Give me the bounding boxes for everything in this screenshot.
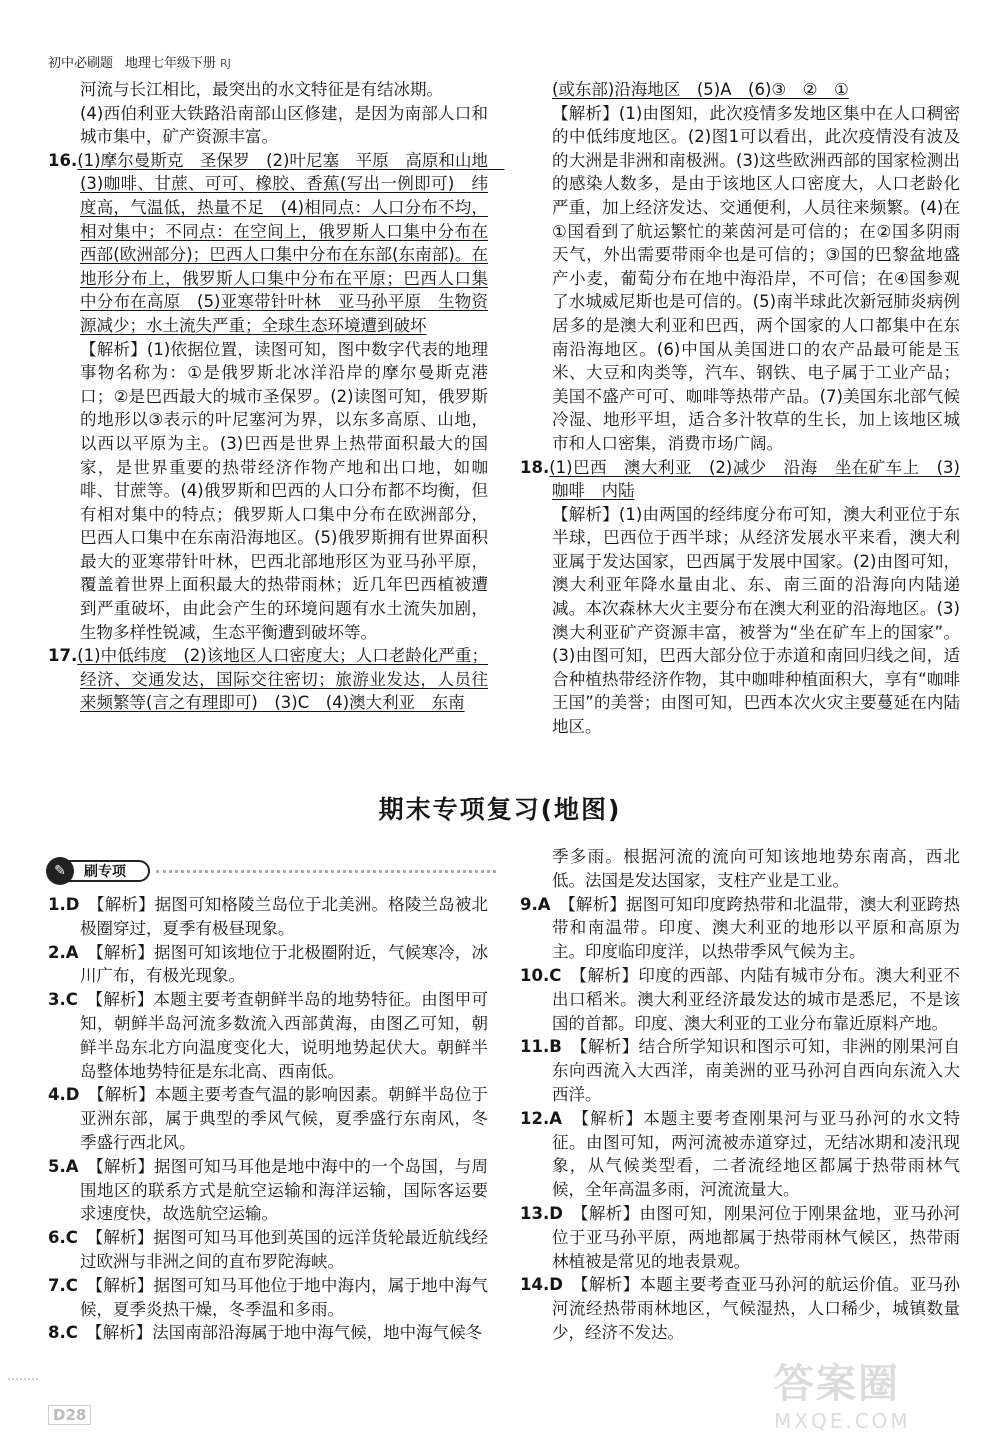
explanation-text: 【解析】本题主要考查刚果河与亚马孙河的水文特征。由图可知，两河流被赤道穿过，无结冰期和凌汛现象，从气候类型看，二者流经地区都属于热带雨林气候，全年高温多雨，河流流量大。 [552,1108,961,1200]
page-header [48,52,231,71]
answer-choice: A [549,1108,581,1128]
header-series: 初中必刷题 [48,56,114,71]
explanation-text: 【解析】本题主要考查朝鲜半岛的地势特征。由图甲可知，朝鲜半岛河流多数流入西部黄海，由图乙可知，朝鲜半岛东北方向温度变化大，说明地势起伏大。朝鲜半岛整体地势特征是东北高、西南低。 [80,990,489,1081]
answer-item [520,1273,960,1344]
answer-text: (或东部)沿海地区 (5)A (6)③ ② ① [552,80,849,99]
left-question [48,149,505,338]
section-badge [46,857,150,883]
answer-text: (1)巴西 澳大利亚 (2)减少 沿海 坐在矿车上 (3)咖啡 内陆 [549,457,960,501]
answer-choice: B [549,1037,580,1057]
answer-choice: D [549,1203,581,1223]
answer-item [48,1083,488,1154]
right-question [520,456,960,503]
answer-text: (1)摩尔曼斯克 圣保罗 (2)叶尼塞 平原 高原和山地 (3)咖啡、甘蔗、可可、橡胶、香蕉(写出一例即可) 纬度高，气温低，热量不足 (4)相同点：人口分布不均，相对集中；不同点：在空间上，俄罗斯人口集中分布在西部(欧洲部分)；巴西人口集中分布在东部(东南部)。在地形分布上，俄罗斯人口集中分布在平原；巴西人口集中分布在高原 (5)亚寒带针叶林 亚马孙平原 生物资源减少；水土流失严重；全球生态环境遭到破坏 [77,150,505,335]
question-number: 9. [520,894,538,914]
answer-item [48,1226,488,1274]
answer-item [520,1035,960,1106]
answer-choice: A [65,1156,96,1176]
question-number: 8. [48,1323,66,1343]
right-explanation: 【解析】(1)由两国的经纬度分布可知，澳大利亚位于东半球，巴西位于西半球；从经济发展水平来看，澳大利亚属于发达国家，巴西属于发展中国家。(2)由图可知，澳大利亚年降水量由北、东、南三面的沿海向内陆递减。本次森林大火主要分布在澳大利亚的沿海地区。(3)澳大利亚矿产资源丰富，被誉为“坐在矿车上的国家”。(3)由图可知，巴西大部分位于赤道和南回归线之间，适合种植热带经济作物，其中咖啡种植面积大，享有“咖啡王国”的美誉；由图可知，巴西本次火灾主要蔓延在内陆地区。 [552,504,960,737]
answer-item [520,1107,960,1202]
answer-item [48,1155,488,1226]
right-bottom-column [520,845,960,1345]
explanation-text: 【解析】据图可知格陵兰岛位于北美洲。格陵兰岛被北极圈穿过，夏季有极昼现象。 [80,895,488,938]
question-number: 18. [520,457,550,477]
left-continuation: 河流与长江相比，最突出的水文特征是有结冰期。 [80,80,443,99]
explanation-text: 【解析】本题主要考查气温的影响因素。朝鲜半岛位于亚洲东部，属于典型的季风气候，夏季盛行东南风，冬季盛行西北风。 [80,1085,488,1152]
answer-item [48,941,488,989]
left-question [48,644,488,715]
answer-text: (1)中低纬度 (2)该地区人口密度大；人口老龄化严重；经济、交通发达，国际交往密切；旅游业发达，人员往来频繁等(言之有理即可) (3)C (4)澳大利亚 东南 [77,646,488,713]
question-number: 14. [520,1275,550,1295]
right-explanation: 【解析】(1)由图知，此次疫情多发地区集中在人口稠密的中低纬度地区。(2)图1可以看出，此次疫情没有波及的大洲是非洲和南极洲。(3)这些欧洲西部的国家检测出的感染人数多，是由于该地区人口密度大，人口老龄化严重，加上经济发达、交通便利，人员往来频繁。(4)在①国看到了航运繁忙的莱茵河是可信的；在②国多阴雨天气，外出需要带雨伞也是可信的；③国的巴黎盆地盛产小麦，葡萄分布在地中海沿岸，不可信；在④国参观了水城威尼斯也是可信的。(5)南半球此次新冠肺炎病例居多的是澳大利亚和巴西，两个国家的人口都集中在东南沿海地区。(6)中国从美国进口的农产品最可能是玉米、大豆和肉类等，汽车、钢铁、电子属于工业产品；美国不盛产可可、咖啡等热带产品。(7)美国东北部气候冷湿、地形平坦，适合多汁牧草的生长，加上该地区城市和人口密集，消费市场广阔。 [552,103,960,453]
header-edition: RJ [220,57,231,70]
question-number: 4. [48,1085,66,1105]
question-number: 1. [48,895,66,914]
watermark [774,1352,984,1432]
pencil-icon: ✎ [46,857,74,885]
left-bottom-column [48,893,488,1345]
answer-choice: C [65,990,95,1010]
dotted-divider [156,870,496,873]
answer-choice: A [537,894,568,914]
badge-label: 刷专项 [84,864,126,880]
answer-item [48,1274,488,1322]
explanation-text: 【解析】印度的西部、内陆有城市分布。澳大利亚不出口稻米。澳大利亚经济最发达的城市是悉尼，不是该国的首都。印度、澳大利亚的工业分布靠近原料产地。 [552,965,961,1033]
corner-dots [8,1378,38,1380]
answer-choice: A [65,942,96,962]
question-number: 6. [48,1228,66,1248]
explanation-text: 【解析】结合所学知识和图示可知，非洲的刚果河自东向西流入大西洋，南美洲的亚马孙河自西向东流入大西洋。 [552,1037,961,1104]
explanation-text: 【解析】据图可知马耳他到英国的远洋货轮最近航线经过欧洲与非洲之间的直布罗陀海峡。 [80,1228,489,1271]
watermark-url: MXQE.COM [774,1409,911,1433]
left-explanation: (4)西伯利亚大铁路沿南部山区修建，是因为南部人口和城市集中，矿产资源丰富。 [80,103,488,147]
answer-choice: D [549,1275,581,1295]
answer-continuation: 季多雨。根据河流的流向可知该地地势东南高，西北低。法国是发达国家，支柱产业是工业。 [552,847,960,890]
question-number: 12. [520,1108,550,1128]
explanation-text: 【解析】据图可知马耳他是地中海中的一个岛国，与周围地区的联系方式是航空运输和海洋运输，国际客运要求速度快，故选航空运输。 [80,1156,488,1224]
answer-item [48,988,488,1083]
right-continuation [520,78,960,102]
right-top-column [520,78,960,739]
answer-choice: D [65,895,97,914]
question-number: 3. [48,990,66,1010]
answer-choice: C [65,1275,95,1295]
answer-item [48,893,488,941]
left-top-column [48,78,505,715]
answer-item [520,964,960,1035]
answer-choice: D [65,1085,97,1105]
explanation-text: 【解析】据图可知该地位于北极圈附近，气候寒冷，冰川广布，有极光现象。 [80,942,488,986]
answer-choice: C [65,1228,95,1248]
question-number: 7. [48,1275,66,1295]
explanation-text: 【解析】法国南部沿海属于地中海气候，地中海气候冬 [94,1323,483,1343]
question-number: 13. [520,1203,550,1223]
explanation-text: 【解析】据图可知印度跨热带和北温带，澳大利亚跨热带和南温带。印度、澳大利亚的地形以平原和高原为主。印度临印度洋，以热带季风气候为主。 [552,894,960,962]
question-number: 16. [48,150,78,170]
question-number: 11. [520,1037,550,1057]
answer-item [520,1202,960,1273]
header-subject: 地理七年级下册 [125,56,217,71]
question-number: 17. [48,646,78,666]
page-number: D28 [48,1405,91,1425]
answer-choice: C [549,965,579,985]
watermark-text: 答案圈 [774,1361,900,1407]
question-number: 5. [48,1156,66,1176]
answer-item [520,893,960,964]
explanation-text: 【解析】据图可知马耳他位于地中海内，属于地中海气候，夏季炎热干燥，冬季温和多雨。 [80,1275,489,1319]
left-explanation: 【解析】(1)依据位置，读图可知，图中数字代表的地理事物名称为：①是俄罗斯北冰洋沿岸的摩尔曼斯克港口；②是巴西最大的城市圣保罗。(2)读图可知，俄罗斯的地形以③表示的叶尼塞河为界，以东多高原、山地，以西以平原为主。(3)巴西是世界上热带面积最大的国家，是世界重要的热带经济作物产地和出口地，如咖啡、甘蔗等。(4)俄罗斯和巴西的人口分布都不均衡，但有相对集中的特点；俄罗斯人口集中分布在欧洲部分，巴西人口集中在东南沿海地区。(5)俄罗斯拥有世界面积最大的亚寒带针叶林，巴西北部地形区为亚马孙平原，覆盖着世界上面积最大的热带雨林；近几年巴西植被遭到严重破坏，由此会产生的环境问题有水土流失加剧，生物多样性锐减，生态平衡遭到破坏等。 [80,339,488,642]
explanation-text: 【解析】本题主要考查亚马孙河的航运价值。亚马孙河流经热带雨林地区，气候湿热，人口稀少，城镇数量少，经济不发达。 [552,1275,961,1342]
answer-item [48,1321,488,1345]
question-number: 10. [520,965,550,985]
answer-choice: C [65,1323,95,1343]
explanation-text: 【解析】由图可知，刚果河位于刚果盆地，亚马孙河位于亚马孙平原，两地都属于热带雨林气候区，热带雨林植被是常见的地表景观。 [552,1203,961,1271]
section-title: 期末专项复习(地图) [378,795,622,824]
question-number: 2. [48,942,66,962]
